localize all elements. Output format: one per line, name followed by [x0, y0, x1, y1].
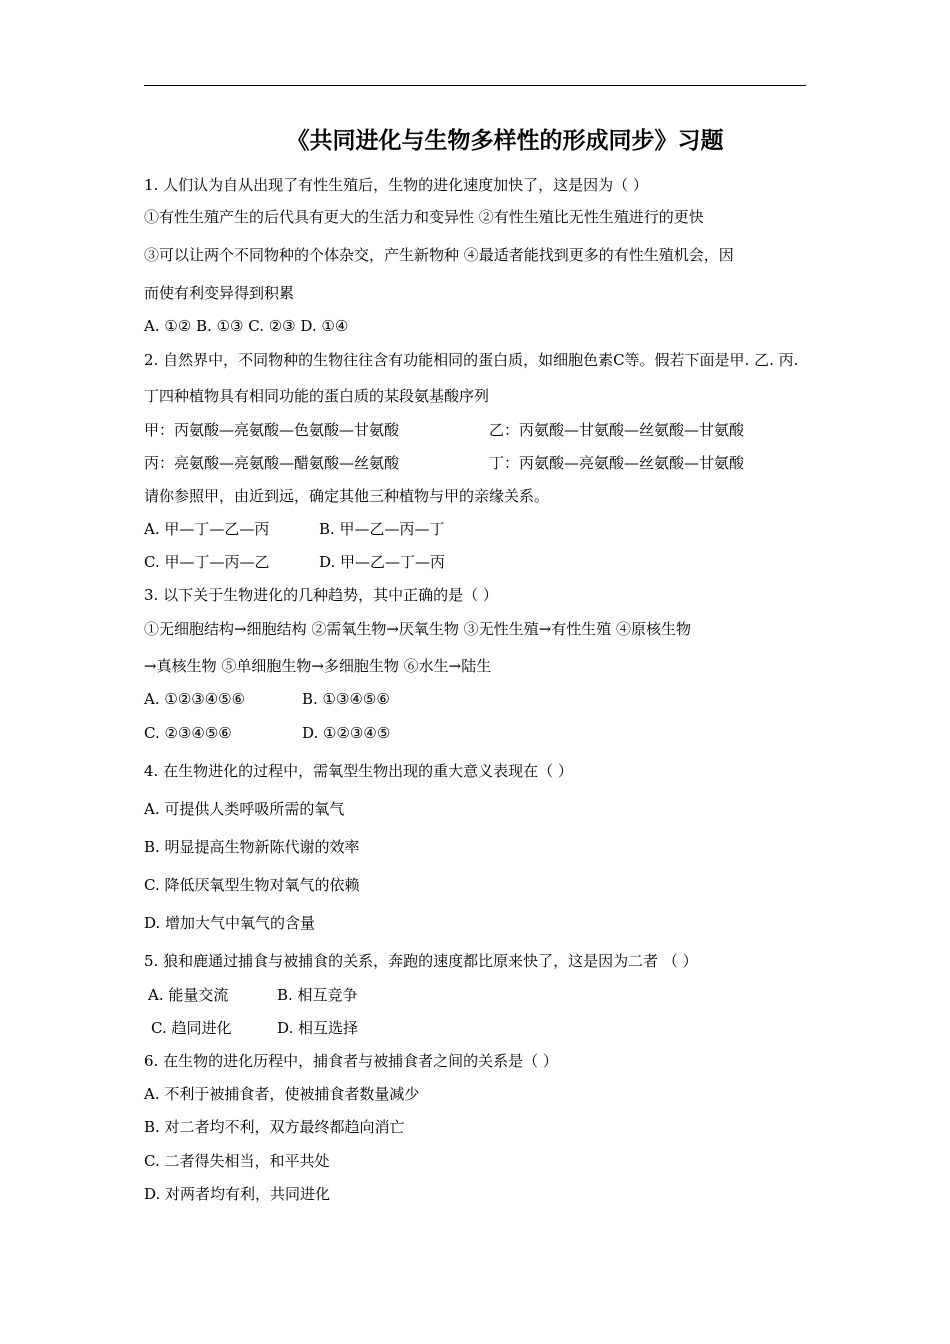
question-5-option-d: D. 相互选择 — [277, 1019, 359, 1037]
question-1-statement: 而使有利变异得到积累 — [144, 284, 295, 302]
question-1-statement: ①有性生殖产生的后代具有更大的生活力和变异性 ②有性生殖比无性生殖进行的更快 — [144, 208, 704, 226]
page-title: 《共同进化与生物多样性的形成同步》习题 — [286, 128, 724, 154]
sequence-yi: 乙：丙氨酸—甘氨酸—丝氨酸—甘氨酸 — [489, 421, 745, 439]
question-3-option-b: B. ①③④⑤⑥ — [302, 690, 390, 708]
question-4-option-a: A. 可提供人类呼吸所需的氧气 — [144, 800, 345, 818]
question-4-stem: 4. 在生物进化的过程中，需氧型生物出现的重大意义表现在（ ） — [144, 762, 573, 780]
question-2-ask: 请你参照甲，由近到远，确定其他三种植物与甲的亲缘关系。 — [144, 487, 550, 505]
question-4-option-b: B. 明显提高生物新陈代谢的效率 — [144, 838, 360, 856]
question-2-stem: 丁四种植物具有相同功能的蛋白质的某段氨基酸序列 — [144, 387, 490, 405]
sequence-bing: 丙：亮氨酸—亮氨酸—醋氨酸—丝氨酸 — [144, 454, 400, 472]
question-2-option-a: A. 甲—丁—乙—丙 — [144, 520, 270, 538]
question-2-stem: 2. 自然界中，不同物种的生物往往含有功能相同的蛋白质，如细胞色素C等。假若下面是甲. 乙. 丙. — [144, 351, 799, 369]
question-3-option-d: D. ①②③④⑤ — [302, 724, 391, 742]
header-rule — [144, 85, 806, 86]
question-6-option-d: D. 对两者均有利，共同进化 — [144, 1185, 331, 1203]
question-5-option-a: A. 能量交流 — [148, 986, 229, 1004]
question-3-statement: →真核生物 ⑤单细胞生物→多细胞生物 ⑥水生→陆生 — [144, 657, 492, 675]
question-6-option-a: A. 不利于被捕食者，使被捕食者数量减少 — [144, 1085, 420, 1103]
question-5-stem: 5. 狼和鹿通过捕食与被捕食的关系，奔跑的速度都比原来快了，这是因为二者 （ ） — [144, 952, 698, 970]
question-4-option-c: C. 降低厌氧型生物对氧气的依赖 — [144, 876, 360, 894]
question-1-statement: ③可以让两个不同物种的个体杂交，产生新物种 ④最适者能找到更多的有性生殖机会，因 — [144, 246, 734, 264]
question-2-option-d: D. 甲—乙—丁—丙 — [319, 553, 446, 571]
sequence-jia: 甲：丙氨酸—亮氨酸—色氨酸—甘氨酸 — [144, 421, 400, 439]
question-3-option-c: C. ②③④⑤⑥ — [144, 724, 232, 742]
question-1-options: A. ①② B. ①③ C. ②③ D. ①④ — [144, 317, 349, 335]
question-6-option-c: C. 二者得失相当，和平共处 — [144, 1152, 330, 1170]
question-6-option-b: B. 对二者均不利，双方最终都趋向消亡 — [144, 1118, 405, 1136]
question-2-option-b: B. 甲—乙—丙—丁 — [319, 520, 445, 538]
question-3-statement: ①无细胞结构→细胞结构 ②需氧生物→厌氧生物 ③无性生殖→有性生殖 ④原核生物 — [144, 620, 692, 638]
question-3-option-a: A. ①②③④⑤⑥ — [144, 690, 246, 708]
question-1-stem: 1. 人们认为自从出现了有性生殖后，生物的进化速度加快了，这是因为（ ） — [144, 176, 648, 194]
question-6-stem: 6. 在生物的进化历程中，捕食者与被捕食者之间的关系是（ ） — [144, 1052, 558, 1070]
question-2-option-c: C. 甲—丁—丙—乙 — [144, 553, 270, 571]
sequence-ding: 丁：丙氨酸—亮氨酸—丝氨酸—甘氨酸 — [489, 454, 745, 472]
question-3-stem: 3. 以下关于生物进化的几种趋势，其中正确的是（ ） — [144, 586, 498, 604]
question-4-option-d: D. 增加大气中氧气的含量 — [144, 914, 316, 932]
question-5-option-b: B. 相互竞争 — [277, 986, 358, 1004]
question-5-option-c: C. 趋同进化 — [151, 1019, 232, 1037]
